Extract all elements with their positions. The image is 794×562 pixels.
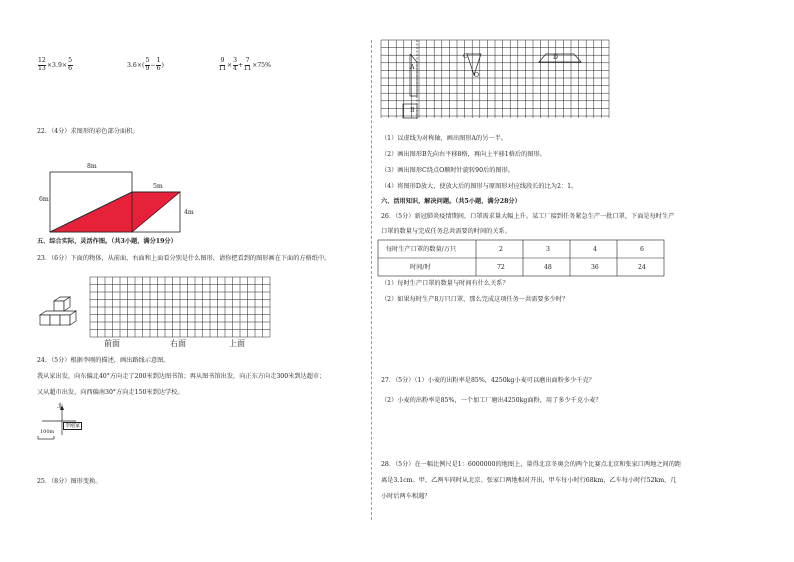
question-22: 22．（4分）求图形的彩色部分面积。	[37, 128, 139, 135]
cube-stack-icon	[38, 297, 88, 327]
scale-label: 100m	[40, 429, 55, 435]
dim-label-4m: 4m	[184, 209, 194, 216]
home-label: 李刚家	[65, 423, 81, 429]
calc-expression-1: $\frac{12}{13}$ ×3.9× $\frac{5}{6}$	[38, 57, 73, 72]
table-row2-header: 时间/时	[410, 264, 431, 271]
q26-sub-2: （2）如果每时生产8万只口罩，那么完成这项任务一共需要多少时？	[381, 296, 569, 303]
north-label: 北	[57, 403, 64, 410]
figure-D-label: D	[553, 54, 558, 61]
table-cell: 2	[499, 246, 503, 253]
route-description-1: 我从家出发，向东偏北40°方向走了200米到达图书馆；再从图书馆出发，向正东方向走300米到达超市；	[37, 373, 326, 380]
view-label-top: 上面	[229, 339, 245, 348]
point-O-label: O	[474, 72, 480, 79]
q28-line-3: 小时后两车相遇？	[381, 493, 431, 500]
transform-grid[interactable]	[381, 40, 611, 120]
route-description-2: 又从超市出发，向西偏南30°方向走150米到达学校。	[37, 389, 184, 396]
dim-label-5m: 5m	[153, 183, 163, 190]
question-25: 25．（8分）图形变换。	[37, 478, 102, 485]
q25-item-3: （3）画出图形C绕点O顺时针旋转90后的图形。	[381, 167, 514, 174]
question-24: 24．（5分）根据李刚的描述，画出路线示意图。	[37, 357, 170, 364]
grid-paper-views[interactable]	[90, 277, 270, 337]
dim-label-8m: 8m	[87, 163, 97, 170]
table-row1-header: 每时生产口罩的数量/万只	[386, 246, 457, 253]
table-cell: 6	[640, 246, 644, 253]
figure-B-label: B	[410, 107, 415, 114]
dim-label-6m: 6m	[39, 196, 49, 203]
table-cell: 4	[593, 246, 597, 253]
q26-sub-1: （1）每时生产口罩的数量与时间有什么关系？	[381, 280, 509, 287]
section-6-heading: 六、活用知识，解决问题。（共5小题，满分28分）	[381, 198, 521, 205]
q28-line-1: 28．（5分）在一幅比例尺是1：6000000的地图上，量得北京冬奥会的两个比赛点北京和张家口两地之间的距	[381, 461, 682, 468]
column-divider	[371, 40, 372, 520]
figure-A-label: A	[410, 64, 415, 71]
q27-sub-1: 27．（5分）（1）小麦的出粉率是85%，4250kg小麦可以磨出面粉多少千克？	[381, 377, 595, 384]
calc-expression-2: 3.6×( 5 9 − $\frac{1}{6}$ )	[127, 57, 164, 72]
calc-expression-3: $\frac{9}{11}$ × $\frac{3}{4}$ + $\frac{7}{11}$ ×75%	[218, 57, 271, 72]
table-cell: 24	[638, 264, 646, 271]
table-cell: 3	[546, 246, 550, 253]
table-cell: 36	[591, 264, 599, 271]
table-cell: 48	[544, 264, 552, 271]
question-26-line1: 26．（5分）新冠肺炎疫情期间，口罩需求量大幅上升。某工厂接到任务紧急生产一批口罩，下面是每时生产	[381, 213, 675, 220]
q25-item-4: （4）将图形D放大，使放大后的图形与原图形对应线段长的比为2：1。	[381, 183, 578, 190]
q27-sub-2: （2）小麦的出粉率是85%，一个加工厂磨出4250kg面粉，用了多少千克小麦？	[381, 397, 602, 404]
q28-line-2: 离是3.1cm。甲、乙两车同时从北京、张家口两地相对开出，甲车每小时行68km，乙车每小时行52km，几	[381, 477, 677, 484]
question-23: 23．（6分）下面的物体，从前面、右面和上面看分别是什么图形，请你把看到的图形画在下面的方格纸中。	[37, 255, 331, 262]
shaded-area-figure	[50, 160, 200, 235]
view-label-right: 右面	[170, 339, 186, 348]
figure-C-label: C	[463, 53, 468, 60]
q25-item-1: （1）以虚线为对称轴，画出图形A的另一半。	[381, 135, 507, 142]
view-label-front: 前面	[104, 339, 120, 348]
q25-item-2: （2）画出图形B先向右平移8格，再向上平移1格后的图形。	[381, 151, 546, 158]
table-cell: 72	[497, 264, 505, 271]
section-5-heading: 五、综合实际，灵活作图。（共3小题，满分19分）	[37, 238, 177, 245]
question-26-line2: 口罩的数量与完成任务总共需要的时间的关系。	[381, 228, 511, 235]
